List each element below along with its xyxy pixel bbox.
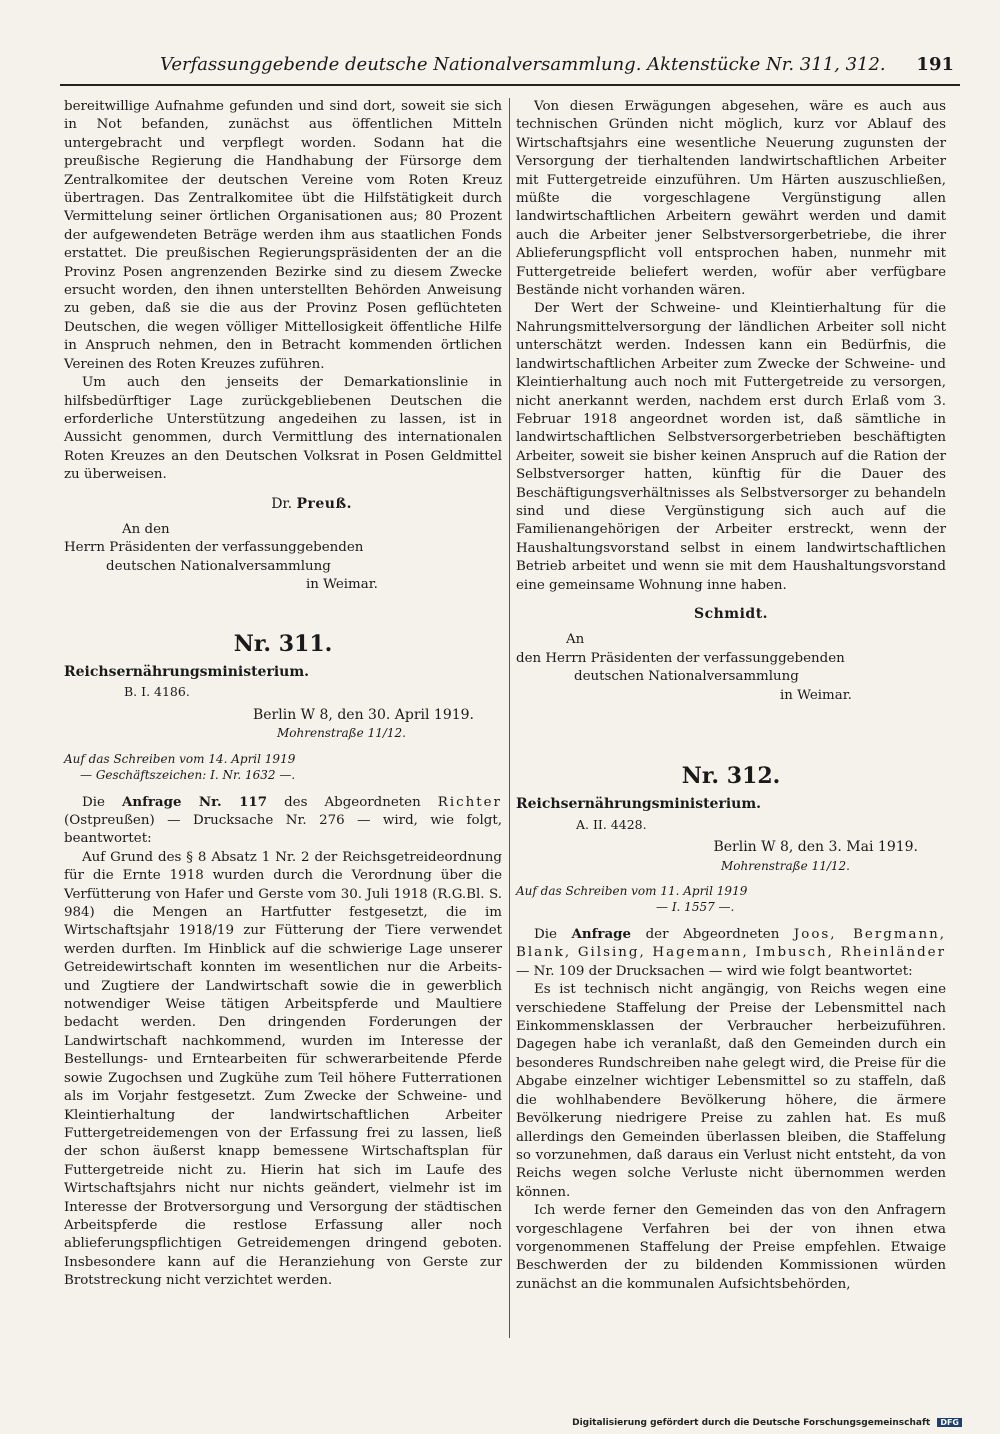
address-line: in Weimar. [306, 577, 378, 593]
paragraph: bereitwillige Aufnahme gefunden und sind dort, soweit sie sich in Not befanden, zunächst aus öffentlichen Mitteln untergebracht und verpflegt worden. Sodann hat die preußische Regierung die Handhabung der Fürsorge dem Zentralkomitee der deutschen Vereine vom Roten Kreuz übertragen. Das Zentralkomitee übt die Hilfstätigkeit durch Vermittelung seiner örtlichen Organisationen aus; 80 Prozent der aufgewendeten Beträge werden ihm aus staatlichen Fonds erstattet. Die preußischen Regierungspräsidenten der an die Provinz Posen angrenzenden Bezirke sind zu diesem Zwecke ersucht worden, den ihnen unterstellten Behörden Anweisung zu geben, daß sie die aus der Provinz Posen geflüchteten Deutschen, die wegen völliger Mittellosigkeit öffentliche Hilfe in Anspruch nehmen, den in Betracht kommenden örtlichen Vereinen des Roten Kreuzes zuführen. [64, 99, 502, 372]
left-column [64, 98, 502, 1291]
running-header [60, 50, 960, 86]
address-line: An den [122, 521, 170, 537]
right-column [516, 98, 946, 1294]
document-number: Nr. 312. [681, 763, 781, 789]
address-line: den Herrn Präsidenten der verfassunggebenden [516, 650, 845, 666]
signature-name: Preuß. [296, 495, 352, 512]
ministry-name: Reichsernährungsministerium. [64, 663, 310, 680]
address-block [64, 521, 502, 595]
reference-number: A. II. 4428. [576, 816, 647, 832]
signature-name: Schmidt. [693, 605, 769, 622]
reply-reference [64, 751, 502, 783]
inquiry-label: Anfrage Nr. 117 [121, 793, 268, 810]
address-line: Herrn Präsidenten der verfassunggebenden [64, 540, 364, 556]
address-line: in Weimar. [780, 687, 852, 703]
place-date: Berlin W 8, den 30. April 1919. [252, 706, 474, 723]
reply-reference-line: Auf das Schreiben vom 14. April 1919 [64, 751, 296, 766]
paragraph: Ich werde ferner den Gemeinden das von den Anfragern vorgeschlagene Verfahren bei der von ihnen etwa vorgenommenen Staffelung der Preise empfehlen. Etwaige Beschwerden der zu bildenden Kommissionen würden zunächst an die kommunalen Aufsichtsbehörden, [516, 1203, 946, 1292]
intro-rest: (Ostpreußen) — Drucksache Nr. 276 — wird, wie folgt, beantwortet: [64, 813, 502, 847]
signature [516, 605, 946, 623]
reply-reference [516, 883, 946, 915]
reference-number: B. I. 4186. [124, 684, 190, 700]
deputy-name: Richter [437, 794, 502, 810]
paragraph: Der Wert der Schweine- und Kleintierhaltung für die Nahrungsmittelversorgung der ländlichen Arbeiter soll nicht unterschätzt werden. Indessen kann ein Bedürfnis, die landwirtschaftlichen Arbeiter zum Zwecke der Schweine- und Kleintierhaltung auch noch mit Futtergetreide zu versorgen, nicht anerkannt werden, nachdem erst durch Erlaß vom 3. Februar 1918 angeordnet worden ist, daß sämtliche in landwirtschaftlichen Selbstversorgerbetrieben beschäftigten Arbeiter, soweit sie bisher keinen Anspruch auf die Ration der Selbstversorger hatten, künftig für die Dauer des Beschäftigungsverhältnisses als Selbstversorger zu behandeln sind und diese Vergünstigung sich auch auf die Familienangehörigen der Arbeiter erstreckt, wenn der Haushaltungsvorstand selbst in einem landwirtschaftlichen Betrieb arbeitet und wenn sie mit dem Haushaltungsvorstand eine gemeinsame Wohnung inne haben. [516, 301, 946, 593]
paragraph: Auf Grund des § 8 Absatz 1 Nr. 2 der Reichsgetreideordnung für die Ernte 1918 wurden durch die Verordnung über die Verfütterung von Hafer und Gerste vom 30. Juli 1918 (R.G.Bl. S. 984) die Mengen an Hartfutter festgesetzt, die im Wirtschaftsjahr 1918/19 zur Fütterung der Tiere verwendet werden durften. Im Hinblick auf die schwierige Lage unserer Getreidewirtschaft konnten im wesentlichen nur die Arbeits- und Zugtiere der Landwirtschaft sowie die in gewerblich notwendiger Weise tätigen Arbeitspferde und Maultiere bedacht werden. Den dringenden Forderungen der Landwirtschaft nachkommend, wurden im Interesse der Bestellungs- und Erntearbeiten für schwerarbeitende Pferde sowie Zugochsen und Zugkühe zum Teil höhere Futterrationen als im Vorjahr festgesetzt. Zum Zwecke der Schweine- und Kleintierhaltung der landwirtschaftlichen Arbeiter Futtergetreidemengen von der Erfassung frei zu lassen, ließ der schon äußerst knapp bemessene Wirtschaftsplan für Futtergetreide nicht zu. Hierin hat sich im Laufe des Wirtschaftsjahrs nicht nur nichts geändert, vielmehr ist im Interesse der Brotversorgung und Versorgung der städtischen Arbeitspferde die restlose Erfassung aller noch ablieferungspflichtigen Getreidemengen dringend geboten. Insbesondere kann auf die Heranziehung von Gerste zur Brotstreckung nicht verzichtet werden. [64, 849, 502, 1289]
paragraph: Um auch den jenseits der Demarkationslinie in hilfsbedürftiger Lage zurückgebliebenen Deutschen die erforderliche Unterstützung angedeihen zu lassen, ist in Aussicht genommen, durch Vermittlung des internationalen Roten Kreuzes an den Deutschen Volksrat in Posen Geldmittel zu überweisen. [64, 375, 502, 483]
reply-reference-line: — I. 1557 —. [656, 900, 735, 915]
signature-prefix: Dr. [271, 495, 293, 512]
address-line: deutschen Nationalversammlung [574, 669, 799, 685]
intro-word: Die [534, 927, 557, 943]
signature [64, 495, 502, 513]
paragraph: Von diesen Erwägungen abgesehen, wäre es auch aus technischen Gründen nicht möglich, kurz vor Ablauf des Wirtschaftsjahrs eine wesentliche Neuerung zugunsten der Versorgung der tierhaltenden landwirtschaftlichen Arbeiter mit Futtergetreide einzuführen. Um Härten auszuschließen, müßte die vorgeschlagene Vergünstigung allen landwirtschaftlichen Arbeitern gewährt werden und damit auch die Arbeiter jener Selbstversorgerbetriebe, die ihrer Ablieferungspflicht voll entsprochen haben, nunmehr mit Futtergetreide beliefert werden, wofür aber verfügbare Bestände nicht vorhanden wären. [516, 99, 946, 299]
page-number: 191 [916, 54, 954, 75]
address-block [516, 631, 946, 705]
place-date: Berlin W 8, den 3. Mai 1919. [713, 839, 918, 856]
intro-word: Die [82, 794, 105, 810]
street-address: Mohrenstraße 11/12. [276, 726, 406, 741]
address-line: An [566, 632, 585, 648]
intro-rest: — Nr. 109 der Drucksachen — wird wie folgt beantwortet: [516, 963, 913, 979]
inquiry-intro [64, 793, 502, 849]
credit-text: Digitalisierung gefördert durch die Deutsche Forschungsgemeinschaft [572, 1418, 931, 1428]
inquiry-intro [516, 925, 946, 981]
intro-word: des Abgeordneten [284, 794, 421, 810]
column-divider [509, 98, 510, 1338]
paragraph: Es ist technisch nicht angängig, von Reichs wegen eine verschiedene Staffelung der Preise der Lebensmittel nach Einkommensklassen der Verbraucher herbeizuführen. Dagegen habe ich veranlaßt, daß den Gemeinden durch ein besonderes Rundschreiben nahe gelegt wird, die Preise für die Abgabe einzelner wichtiger Lebensmittel so zu staffeln, daß die wohlhabendere Bevölkerung höhere, die ärmere Bevölkerung niedrigere Preise zu zahlen hat. Es muß allerdings den Gemeinden überlassen bleiben, die Staffelung so vorzunehmen, daß daraus ein Verlust nicht entsteht, da von Reichs wegen solche Verluste nicht übernommen werden können. [516, 982, 946, 1200]
intro-word: der Abgeordneten [645, 927, 780, 943]
address-line: deutschen Nationalversammlung [106, 558, 331, 574]
digitization-credit [572, 1418, 962, 1428]
running-title: Verfassunggebende deutsche Nationalversammlung. Aktenstücke Nr. 311, 312. [160, 54, 886, 75]
ministry-name: Reichsernährungsministerium. [516, 796, 762, 813]
reply-reference-line: — Geschäftszeichen: I. Nr. 1632 —. [80, 767, 296, 782]
deputy-names: Joos, Bergmann, Blank, Gilsing, Hagemann, Imbusch, Rheinländer [516, 927, 947, 961]
dfg-logo: DFG [937, 1418, 962, 1427]
reply-reference-line: Auf das Schreiben vom 11. April 1919 [516, 884, 748, 899]
document-number: Nr. 311. [233, 630, 333, 657]
inquiry-label: Anfrage [571, 926, 632, 943]
street-address: Mohrenstraße 11/12. [720, 858, 850, 873]
